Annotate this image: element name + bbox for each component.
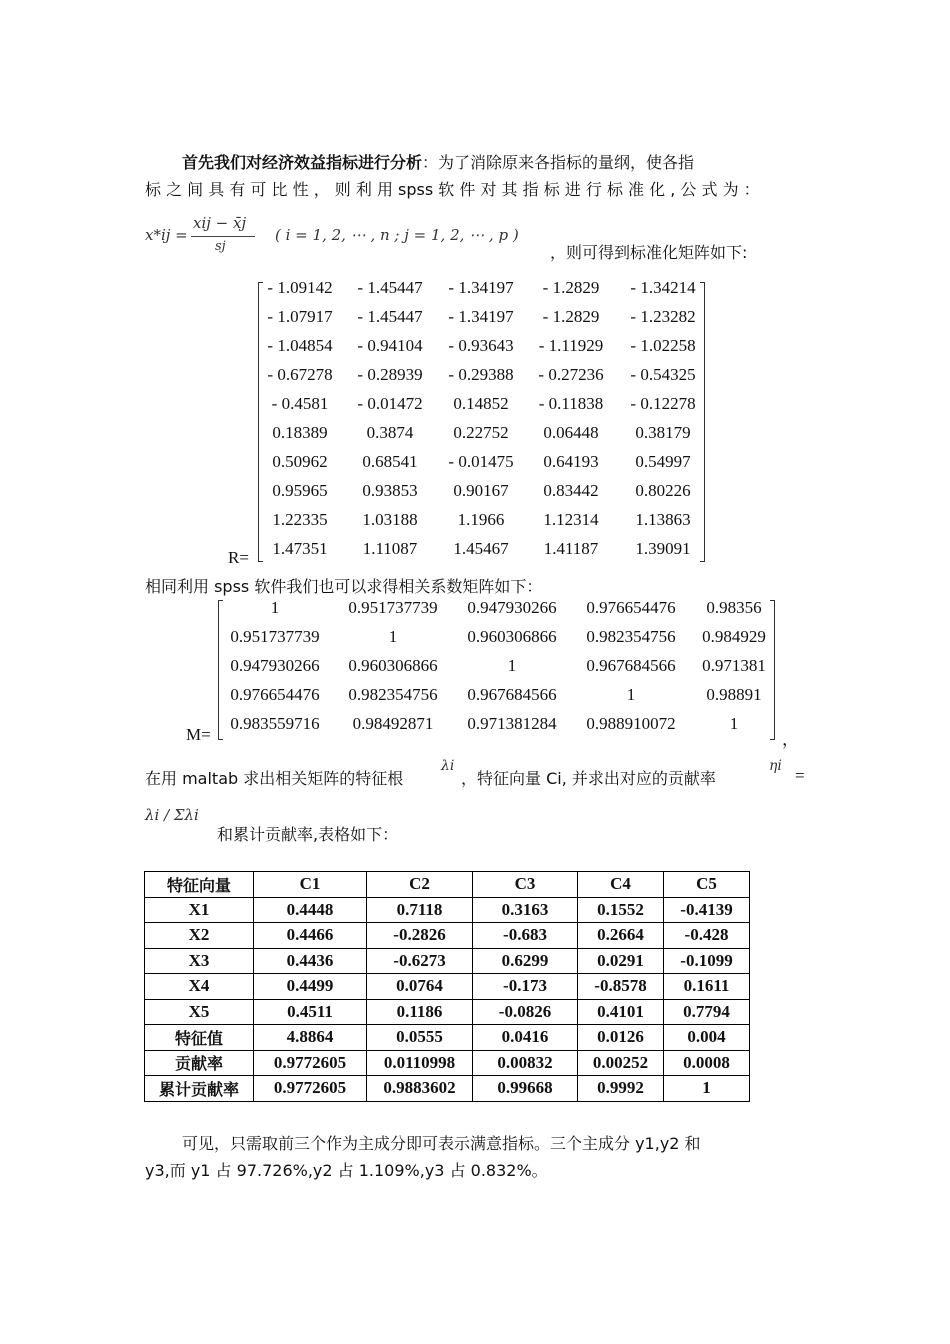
table-cell: 4.8864 [254,1025,367,1051]
table-cell: 0.7794 [664,999,750,1025]
matrix-r-cell: - 0.93643 [448,336,514,355]
table-cell: -0.8578 [578,974,664,1000]
matrix-r-cell: - 1.45447 [357,307,423,326]
matrix-r-cell: - 0.4581 [271,394,329,413]
matrix-m-label: M= [186,725,211,744]
table-cell: 0.9992 [578,1076,664,1102]
matrix-r-cell: - 0.01475 [448,452,514,471]
matrix-r-cell: - 1.2829 [542,307,600,326]
matrix-m-cell: 1 [270,598,280,617]
table-header-cell: 特征向量 [145,872,254,898]
formula-tail: ，则可得到标准化矩阵如下: [550,243,748,262]
table-cell: 0.004 [664,1025,750,1051]
eigen-text-3: 和累计贡献率,表格如下： [217,825,399,844]
matrix-r-cell: - 1.07917 [267,307,333,326]
table-cell: 特征值 [145,1025,254,1051]
table-cell: -0.2826 [367,923,473,949]
matrix-r-cell: - 0.29388 [448,365,514,384]
principal-component-table [144,871,750,1102]
matrix-r-cell: - 1.34214 [630,278,696,297]
table-header-cell: C5 [664,872,750,898]
table-cell: 0.0291 [578,948,664,974]
matrix-m-cell: 0.971381284 [467,714,557,733]
matrix-m-cell: 0.98891 [706,685,762,704]
intro-line-1-rest: ：为了消除原来各指标的量纲，使各指 [422,153,695,172]
matrix-m-cell: 0.967684566 [586,656,676,675]
table-cell: 0.1611 [664,974,750,1000]
matrix-r-cell: - 1.11929 [538,336,604,355]
eigen-line-1 [145,758,815,798]
matrix-r-cell: 1.41187 [543,539,599,558]
table-cell: -0.1099 [664,948,750,974]
table-cell: 0.0008 [664,1050,750,1076]
matrix-r-cell: 0.93853 [362,481,418,500]
table-cell: 0.00832 [473,1050,578,1076]
table-cell: 0.4448 [254,897,367,923]
matrix-r-cell: 1.1966 [457,510,505,529]
table-cell: 0.4436 [254,948,367,974]
matrix-m-cell: 0.947930266 [230,656,320,675]
matrix-m-cell: 0.988910072 [586,714,676,733]
table-cell: -0.683 [473,923,578,949]
matrix-r-cell: 0.95965 [272,481,328,500]
table-header-row [145,872,750,898]
table-cell: 1 [664,1076,750,1102]
matrix-r-cell: 0.50962 [272,452,328,471]
table-row [145,974,750,1000]
table-row [145,897,750,923]
eigen-text-1: 在用 maltab 求出相关矩阵的特征根 [145,769,404,788]
matrix-r-cell: 1.12314 [543,510,599,529]
matrix-r-cell: - 0.94104 [357,336,423,355]
table-cell: 0.6299 [473,948,578,974]
matrix-r-cell: - 1.45447 [357,278,423,297]
table-header-cell: C2 [367,872,473,898]
table-cell: 0.4466 [254,923,367,949]
matrix-m-cell: 1 [388,627,398,646]
matrix-m-cell: 0.967684566 [467,685,557,704]
table-cell: 累计贡献率 [145,1076,254,1102]
table-cell: -0.173 [473,974,578,1000]
matrix-r-cell: 0.14852 [453,394,509,413]
table-row [145,1076,750,1102]
table-cell: X3 [145,948,254,974]
formula-lhs: x*ij = [145,226,188,244]
matrix-r-cell: - 1.02258 [630,336,696,355]
matrix-r-cell: 1.39091 [635,539,691,558]
matrix-m-cell: 1 [626,685,636,704]
matrix-r-cell: 1.47351 [272,539,328,558]
table-row [145,923,750,949]
matrix-r-cell: 0.80226 [635,481,691,500]
table-cell: 0.9883602 [367,1076,473,1102]
matrix-r-cell: 1.22335 [272,510,328,529]
matrix-m-cell: 0.982354756 [586,627,676,646]
formula-numerator: xij − x̄j [193,214,247,232]
matrix-m-cell: 0.971381 [702,656,766,675]
matrix-r-cell: 0.22752 [453,423,509,442]
corr-intro: 相同利用 spss 软件我们也可以求得相关系数矩阵如下： [145,577,543,596]
matrix-r-cell: 0.90167 [453,481,509,500]
intro-lead: 首先我们对经济效益指标进行分析 [182,153,423,172]
table-cell: 0.4101 [578,999,664,1025]
matrix-r-cell: - 0.27236 [538,365,604,384]
table-cell: 0.1186 [367,999,473,1025]
matrix-r-cell: 0.54997 [635,452,691,471]
table-header-cell: C1 [254,872,367,898]
matrix-r-cell: - 1.2829 [542,278,600,297]
matrix-r-cell: - 1.04854 [267,336,333,355]
matrix-r-cell: - 0.28939 [357,365,423,384]
table-header-cell: C4 [578,872,664,898]
table-cell: 0.3163 [473,897,578,923]
matrix-r-cell: - 0.01472 [357,394,423,413]
lambda-i-symbol: λi [441,758,455,774]
matrix-r-cell: 0.06448 [543,423,599,442]
intro-line-2: 标 之 间 具 有 可 比 性 ， 则 利 用 spss 软 件 对 其 指 标 进 行 标 准 化 , 公 式 为 ： [145,180,760,199]
table-cell: -0.4139 [664,897,750,923]
matrix-m-cell: 0.982354756 [348,685,438,704]
matrix-r-cell: 1.11087 [362,539,418,558]
matrix-m-cell: 0.976654476 [586,598,676,617]
matrix-m-cell: 1 [507,656,517,675]
intro-line-1 [182,150,812,176]
matrix-r-cell: 0.18389 [272,423,328,442]
matrix-r-cell: - 0.54325 [630,365,696,384]
matrix-r-label: R= [228,548,249,567]
table-cell: 0.00252 [578,1050,664,1076]
table-cell: X4 [145,974,254,1000]
table-cell: 0.0416 [473,1025,578,1051]
matrix-m-cell: 0.98356 [706,598,762,617]
table-cell: 0.99668 [473,1076,578,1102]
table-cell: 0.4499 [254,974,367,1000]
matrix-m-cell: 0.983559716 [230,714,320,733]
table-cell: 0.0555 [367,1025,473,1051]
formula [145,212,805,262]
table-cell: X2 [145,923,254,949]
table-cell: 0.7118 [367,897,473,923]
matrix-r [228,278,708,568]
contribution-fraction: λi / Σλi [145,806,199,824]
eigen-text-2: ，特征向量 Ci, 并求出对应的贡献率 [461,769,716,788]
matrix-m [186,598,806,748]
matrix-m-cell: 0.976654476 [230,685,320,704]
matrix-m-trailing: ， [782,730,799,749]
matrix-r-cell: 0.64193 [543,452,599,471]
conclusion-line-2: y3,而 y1 占 97.726%,y2 占 1.109%,y3 占 0.832%。 [145,1161,548,1180]
matrix-m-cell: 1 [729,714,739,733]
table-cell: -0.0826 [473,999,578,1025]
table-cell: 0.0126 [578,1025,664,1051]
matrix-m-cell: 0.951737739 [348,598,438,617]
matrix-r-cell: - 1.34197 [448,278,514,297]
table-cell: X1 [145,897,254,923]
table-cell: 0.2664 [578,923,664,949]
table-row [145,948,750,974]
matrix-r-cell: 0.68541 [362,452,418,471]
table-cell: 0.1552 [578,897,664,923]
table-cell: 0.9772605 [254,1076,367,1102]
matrix-m-cell: 0.951737739 [230,627,320,646]
matrix-r-cell: 0.38179 [635,423,691,442]
table-cell: 0.0110998 [367,1050,473,1076]
eta-i-symbol: ηi [769,758,782,774]
matrix-r-cell: 1.45467 [453,539,509,558]
table-row [145,1050,750,1076]
matrix-m-cell: 0.960306866 [467,627,557,646]
matrix-m-cell: 0.984929 [702,627,766,646]
matrix-r-cell: 0.83442 [543,481,599,500]
eigen-line-2 [145,804,815,844]
matrix-r-cell: - 0.11838 [538,394,604,413]
matrix-r-cell: - 1.09142 [267,278,333,297]
eigen-equals: = [795,766,805,785]
matrix-r-cell: 1.03188 [362,510,418,529]
formula-denominator: sj [215,239,226,254]
table-header-cell: C3 [473,872,578,898]
table-cell: -0.6273 [367,948,473,974]
matrix-r-cell: 0.3874 [366,423,414,442]
table-cell: 0.4511 [254,999,367,1025]
matrix-m-cell: 0.947930266 [467,598,557,617]
formula-range: ( i = 1, 2, ⋯ , n ; j = 1, 2, ⋯ , p ) [275,226,519,244]
table-cell: 贡献率 [145,1050,254,1076]
table-cell: X5 [145,999,254,1025]
conclusion-line-1: 可见，只需取前三个作为主成分即可表示满意指标。三个主成分 y1,y2 和 [182,1134,701,1153]
matrix-m-cell: 0.98492871 [352,714,434,733]
table-row [145,999,750,1025]
table-cell: 0.9772605 [254,1050,367,1076]
matrix-r-cell: 1.13863 [635,510,691,529]
matrix-r-cell: - 1.34197 [448,307,514,326]
table-cell: 0.0764 [367,974,473,1000]
matrix-r-cell: - 0.12278 [630,394,696,413]
matrix-r-cell: - 0.67278 [267,365,333,384]
table-row [145,1025,750,1051]
formula-fraction-bar [191,236,255,237]
table-cell: -0.428 [664,923,750,949]
matrix-m-cell: 0.960306866 [348,656,438,675]
matrix-r-cell: - 1.23282 [630,307,696,326]
